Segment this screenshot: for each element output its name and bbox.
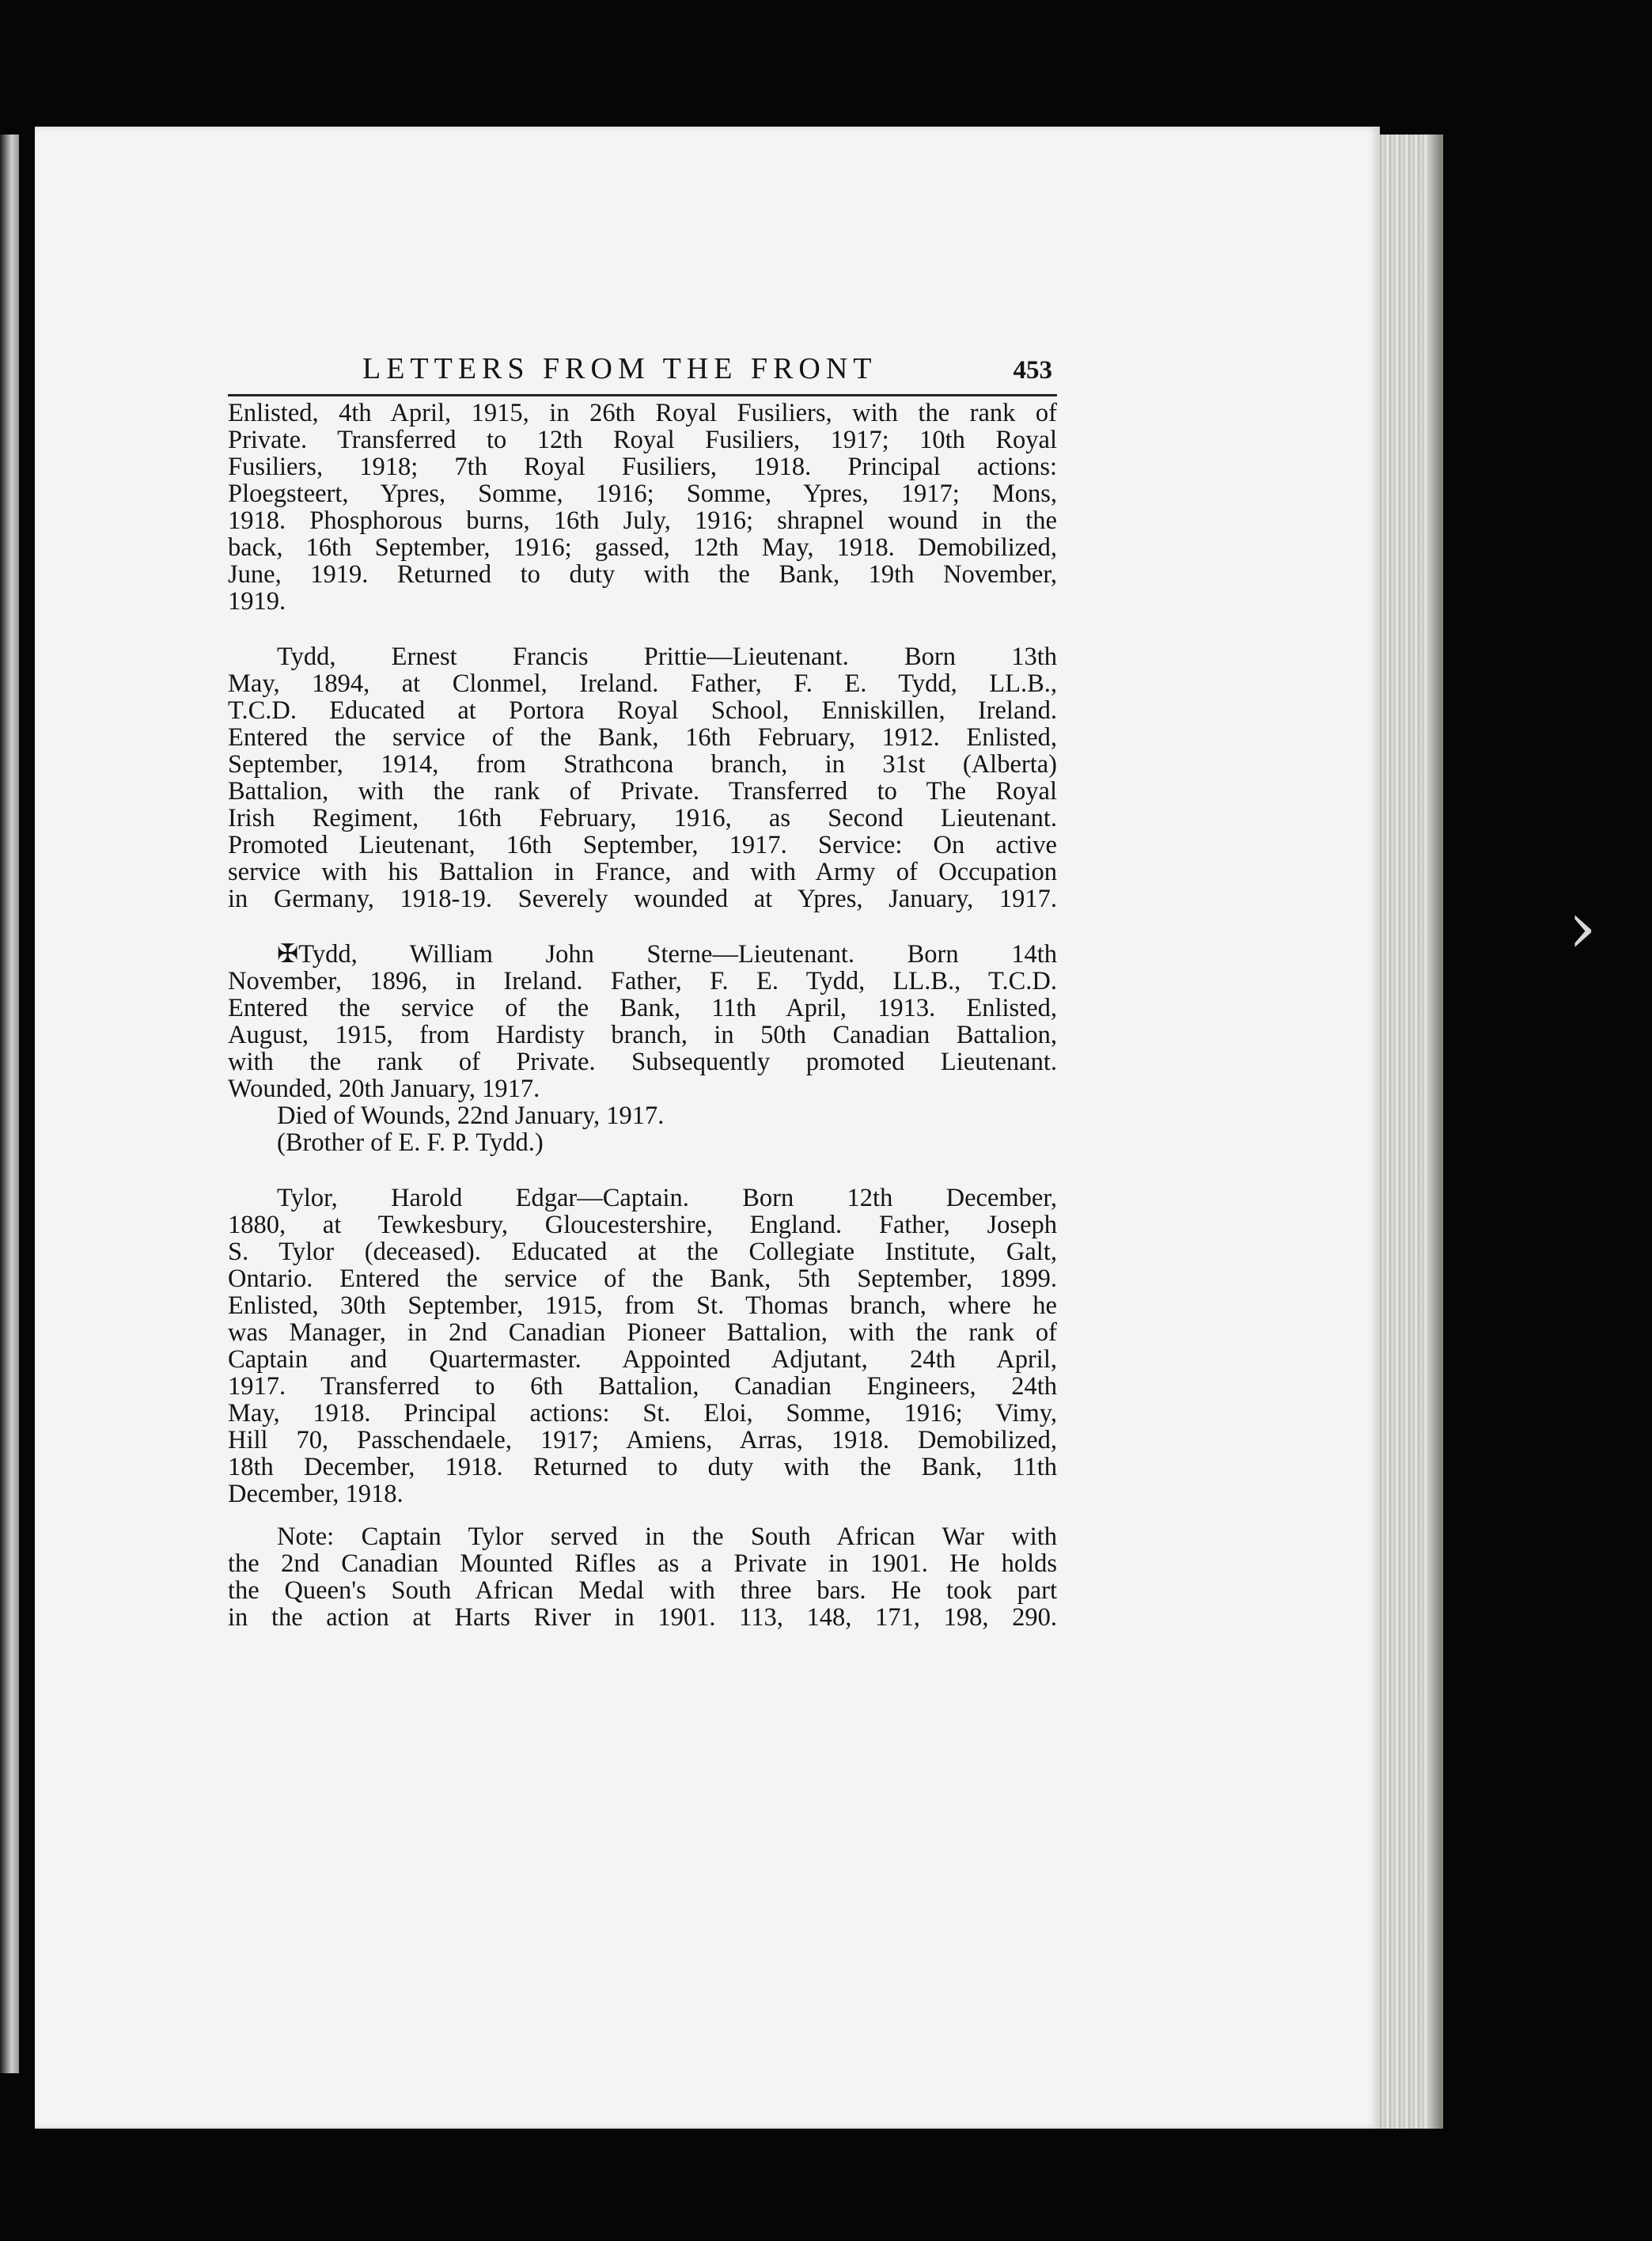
note-line: the 2nd Canadian Mounted Rifles as a Private in 1901. He holds xyxy=(228,1550,1057,1577)
text-line: December, 1918. xyxy=(228,1481,404,1507)
text-line: Ploegsteert, Ypres, Somme, 1916; Somme, Ypres, 1917; Mons, xyxy=(228,480,1057,507)
margin-mark-bracket: › xyxy=(1568,886,1597,969)
text-line: Enlisted, 4th April, 1915, in 26th Royal Fusiliers, with the rank of xyxy=(228,400,1057,427)
death-note-line: Died of Wounds, 22nd January, 1917. xyxy=(277,1102,665,1129)
text-line: back, 16th September, 1916; gassed, 12th May, 1918. Demobilized, xyxy=(228,534,1057,561)
entry-heading-line: Tylor, Harold Edgar—Captain. Born 12th December, xyxy=(277,1185,1057,1212)
text-line: August, 1915, from Hardisty branch, in 50th Canadian Battalion, xyxy=(228,1022,1057,1048)
note-line: in the action at Harts River in 1901. 113, 148, 171, 198, 290. xyxy=(228,1604,1057,1631)
text-line: 1917. Transferred to 6th Battalion, Canadian Engineers, 24th xyxy=(228,1373,1057,1400)
text-line: Captain and Quartermaster. Appointed Adjutant, 24th April, xyxy=(228,1346,1057,1373)
entry-tylor-harold xyxy=(228,1185,1057,1507)
text-line: Promoted Lieutenant, 16th September, 1917. Service: On active xyxy=(228,832,1057,859)
text-line: 18th December, 1918. Returned to duty with the Bank, 11th xyxy=(228,1454,1057,1481)
previous-page-edge xyxy=(0,135,19,2073)
note-line: the Queen's South African Medal with three bars. He took part xyxy=(228,1577,1057,1604)
paragraph-gap xyxy=(228,615,1057,643)
page-header xyxy=(228,348,1057,396)
text-line: Fusiliers, 1918; 7th Royal Fusiliers, 1918. Principal actions: xyxy=(228,453,1057,480)
text-line: with the rank of Private. Subsequently promoted Lieutenant. xyxy=(228,1048,1057,1075)
text-line: Enlisted, 30th September, 1915, from St. Thomas branch, where he xyxy=(228,1292,1057,1319)
text-line: May, 1894, at Clonmel, Ireland. Father, F. E. Tydd, LL.B., xyxy=(228,670,1057,697)
text-line: was Manager, in 2nd Canadian Pioneer Battalion, with the rank of xyxy=(228,1319,1057,1346)
text-line: Wounded, 20th January, 1917. xyxy=(228,1075,540,1102)
entry-tydd-ernest xyxy=(228,643,1057,912)
page-text-block xyxy=(228,348,1057,1631)
text-line: 1880, at Tewkesbury, Gloucestershire, England. Father, Joseph xyxy=(228,1212,1057,1238)
paragraph-gap xyxy=(228,912,1057,941)
entry-heading-line: Tydd, Ernest Francis Prittie—Lieutenant. Born 13th xyxy=(277,643,1057,670)
text-line: S. Tylor (deceased). Educated at the Collegiate Institute, Galt, xyxy=(228,1238,1057,1265)
entry-tydd-william xyxy=(228,941,1057,1156)
text-line: Battalion, with the rank of Private. Transferred to The Royal xyxy=(228,778,1057,805)
page-body xyxy=(228,396,1057,1631)
text-line: T.C.D. Educated at Portora Royal School, Enniskillen, Ireland. xyxy=(228,697,1057,724)
text-line: service with his Battalion in France, and with Army of Occupation xyxy=(228,859,1057,885)
running-title: LETTERS FROM THE FRONT xyxy=(362,352,877,385)
entry-heading-line: ✠Tydd, William John Sterne—Lieutenant. Born 14th xyxy=(277,941,1057,968)
entry-continuation xyxy=(228,400,1057,615)
text-line: in Germany, 1918-19. Severely wounded at Ypres, January, 1917. xyxy=(228,885,1057,912)
entry-tylor-note xyxy=(228,1523,1057,1631)
text-line: 1918. Phosphorous burns, 16th July, 1916; shrapnel wound in the xyxy=(228,507,1057,534)
brother-note-line: (Brother of E. F. P. Tydd.) xyxy=(277,1129,544,1156)
text-line: 1919. xyxy=(228,588,286,615)
text-line: November, 1896, in Ireland. Father, F. E. Tydd, LL.B., T.C.D. xyxy=(228,968,1057,995)
page-number: 453 xyxy=(1013,356,1052,385)
text-line: June, 1919. Returned to duty with the Bank, 19th November, xyxy=(228,561,1057,588)
text-line: May, 1918. Principal actions: St. Eloi, Somme, 1916; Vimy, xyxy=(228,1400,1057,1427)
text-line: September, 1914, from Strathcona branch, in 31st (Alberta) xyxy=(228,751,1057,778)
note-line: Note: Captain Tylor served in the South African War with xyxy=(277,1523,1057,1550)
text-line: Hill 70, Passchendaele, 1917; Amiens, Arras, 1918. Demobilized, xyxy=(228,1427,1057,1454)
paragraph-gap xyxy=(228,1156,1057,1185)
text-line: Private. Transferred to 12th Royal Fusiliers, 1917; 10th Royal xyxy=(228,427,1057,453)
text-line: Entered the service of the Bank, 16th February, 1912. Enlisted, xyxy=(228,724,1057,751)
text-line: Entered the service of the Bank, 11th April, 1913. Enlisted, xyxy=(228,995,1057,1022)
text-line: Irish Regiment, 16th February, 1916, as Second Lieutenant. xyxy=(228,805,1057,832)
text-line: Ontario. Entered the service of the Bank, 5th September, 1899. xyxy=(228,1265,1057,1292)
paragraph-gap xyxy=(228,1507,1057,1523)
